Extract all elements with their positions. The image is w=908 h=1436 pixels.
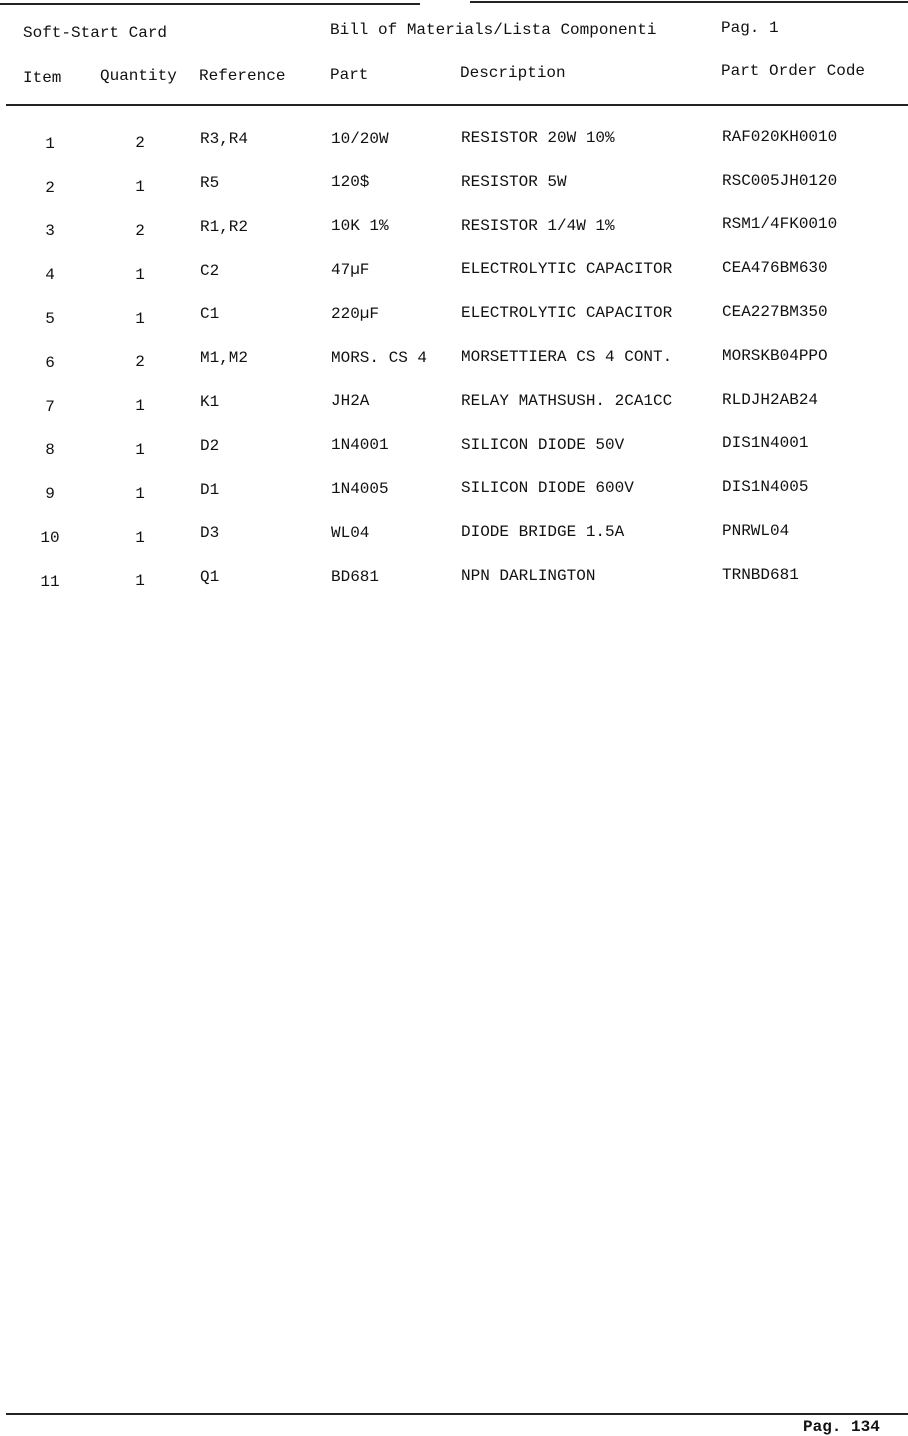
cell-reference: R5 <box>200 173 220 192</box>
cell-quantity: 1 <box>135 528 145 547</box>
cell-quantity: 2 <box>135 134 145 153</box>
header-rule <box>6 104 908 106</box>
cell-description: SILICON DIODE 600V <box>461 479 634 498</box>
footer-page-number: Pag. 134 <box>803 1418 880 1436</box>
cell-part: JH2A <box>331 392 370 411</box>
cell-reference: D2 <box>200 436 220 455</box>
cell-reference: R3,R4 <box>200 130 249 149</box>
cell-order-code: RSC005JH0120 <box>722 171 838 190</box>
cell-description: RESISTOR 1/4W 1% <box>461 216 615 235</box>
cell-item: 8 <box>45 441 55 460</box>
cell-order-code: RLDJH2AB24 <box>722 390 819 409</box>
card-title: Soft-Start Card <box>23 24 168 42</box>
cell-description: ELECTROLYTIC CAPACITOR <box>461 260 673 279</box>
cell-reference: R1,R2 <box>200 217 249 236</box>
top-rule-left <box>0 3 420 5</box>
cell-order-code: RSM1/4FK0010 <box>722 215 838 234</box>
cell-item: 6 <box>45 353 55 372</box>
cell-description: RESISTOR 5W <box>461 172 567 191</box>
cell-order-code: MORSKB04PPO <box>722 346 828 365</box>
cell-part: 47µF <box>331 260 370 279</box>
cell-reference: C1 <box>200 305 220 324</box>
cell-order-code: TRNBD681 <box>722 565 799 584</box>
cell-quantity: 2 <box>135 353 145 372</box>
cell-item: 11 <box>40 572 60 591</box>
cell-order-code: DIS1N4005 <box>722 478 809 497</box>
cell-reference: M1,M2 <box>200 349 249 368</box>
cell-reference: D3 <box>200 524 220 543</box>
cell-quantity: 1 <box>135 440 145 459</box>
page-number: Pag. 1 <box>721 19 779 37</box>
cell-item: 5 <box>45 309 55 328</box>
cell-reference: D1 <box>200 480 220 499</box>
cell-description: NPN DARLINGTON <box>461 566 596 585</box>
cell-order-code: PNRWL04 <box>722 521 790 540</box>
cell-reference: Q1 <box>200 568 220 587</box>
cell-item: 4 <box>45 266 55 285</box>
cell-description: RESISTOR 20W 10% <box>461 128 615 147</box>
cell-description: SILICON DIODE 50V <box>461 435 625 454</box>
column-header-order-code: Part Order Code <box>721 62 866 80</box>
document-title: Bill of Materials/Lista Componenti <box>330 21 657 39</box>
cell-quantity: 1 <box>135 572 145 591</box>
cell-order-code: DIS1N4001 <box>722 434 809 453</box>
cell-quantity: 1 <box>135 309 145 328</box>
cell-part: BD681 <box>331 567 380 586</box>
column-header-part: Part <box>330 66 369 84</box>
cell-item: 10 <box>40 528 60 547</box>
cell-part: WL04 <box>331 523 370 542</box>
cell-quantity: 2 <box>135 221 145 240</box>
cell-part: 120$ <box>331 173 370 192</box>
cell-part: 1N4005 <box>331 479 389 498</box>
cell-quantity: 1 <box>135 178 145 197</box>
cell-description: MORSETTIERA CS 4 CONT. <box>461 347 673 366</box>
cell-part: MORS. CS 4 <box>331 348 428 367</box>
top-rule-right <box>470 1 908 3</box>
cell-description: DIODE BRIDGE 1.5A <box>461 523 625 542</box>
cell-quantity: 1 <box>135 397 145 416</box>
cell-quantity: 1 <box>135 265 145 284</box>
column-header-item: Item <box>23 69 62 87</box>
cell-part: 10K 1% <box>331 217 389 236</box>
cell-quantity: 1 <box>135 484 145 503</box>
cell-item: 2 <box>45 178 55 197</box>
cell-order-code: CEA476BM630 <box>722 259 828 278</box>
cell-part: 10/20W <box>331 129 389 148</box>
cell-order-code: RAF020KH0010 <box>722 127 838 146</box>
cell-part: 220µF <box>331 304 380 323</box>
cell-item: 9 <box>45 485 55 504</box>
footer-rule <box>6 1413 908 1415</box>
cell-part: 1N4001 <box>331 436 389 455</box>
cell-description: RELAY MATHSUSH. 2CA1CC <box>461 391 673 410</box>
cell-order-code: CEA227BM350 <box>722 302 828 321</box>
cell-description: ELECTROLYTIC CAPACITOR <box>461 304 673 323</box>
cell-item: 7 <box>45 397 55 416</box>
cell-reference: C2 <box>200 261 220 280</box>
column-header-reference: Reference <box>199 67 286 85</box>
column-header-quantity: Quantity <box>100 67 177 85</box>
column-header-description: Description <box>460 64 566 82</box>
cell-item: 3 <box>45 222 55 241</box>
cell-reference: K1 <box>200 392 220 411</box>
cell-item: 1 <box>45 134 55 153</box>
